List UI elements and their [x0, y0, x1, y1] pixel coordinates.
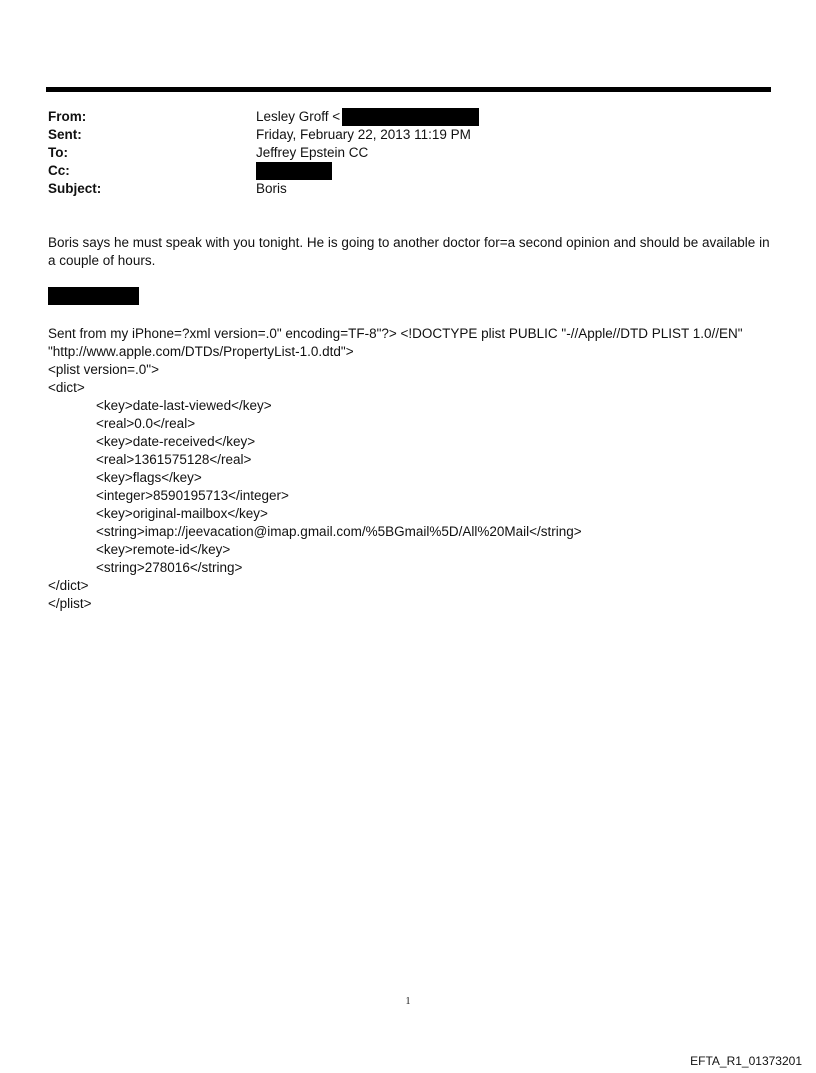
plist-line: <plist version=.0"> — [48, 362, 159, 377]
sent-value: Friday, February 22, 2013 11:19 PM — [256, 127, 471, 142]
to-label: To: — [48, 145, 68, 160]
plist-line: "http://www.apple.com/DTDs/PropertyList-1.0.dtd"> — [48, 344, 354, 359]
redaction-box — [48, 287, 139, 305]
plist-line: <key>date-received</key> — [96, 434, 256, 449]
plist-line: </dict> — [48, 578, 89, 593]
plist-line: <key>flags</key> — [96, 470, 202, 485]
plist-block — [48, 325, 788, 613]
from-value — [256, 108, 479, 126]
from-name: Lesley Groff < — [256, 109, 341, 124]
from-label: From: — [48, 109, 87, 124]
message-body: Boris says he must speak with you tonight. He is going to another doctor for=a second opinion and should be available in a couple of hours. — [48, 235, 770, 268]
plist-line: Sent from my iPhone=?xml version=.0" encoding=TF-8"?> <!DOCTYPE plist PUBLIC "-//Apple//DTD PLIST 1.0//EN" — [48, 326, 743, 341]
redaction-box — [342, 108, 479, 126]
plist-line: <key>date-last-viewed</key> — [96, 398, 272, 413]
document-id: EFTA_R1_01373201 — [690, 1054, 802, 1068]
plist-line: <string>278016</string> — [96, 560, 243, 575]
sent-label: Sent: — [48, 127, 82, 142]
plist-line: <real>1361575128</real> — [96, 452, 252, 467]
plist-line: <integer>8590195713</integer> — [96, 488, 289, 503]
plist-line: <key>remote-id</key> — [96, 542, 231, 557]
plist-line: <key>original-mailbox</key> — [96, 506, 268, 521]
plist-line: <real>0.0</real> — [96, 416, 196, 431]
plist-line: </plist> — [48, 596, 92, 611]
subject-label: Subject: — [48, 181, 102, 196]
page-number: 1 — [405, 996, 411, 1007]
cc-label: Cc: — [48, 163, 70, 178]
plist-line: <dict> — [48, 380, 85, 395]
to-value: Jeffrey Epstein CC — [256, 145, 369, 160]
header-rule — [46, 87, 771, 92]
redaction-box — [256, 162, 332, 180]
subject-value: Boris — [256, 181, 287, 196]
plist-line: <string>imap://jeevacation@imap.gmail.com/%5BGmail%5D/All%20Mail</string> — [96, 524, 582, 539]
